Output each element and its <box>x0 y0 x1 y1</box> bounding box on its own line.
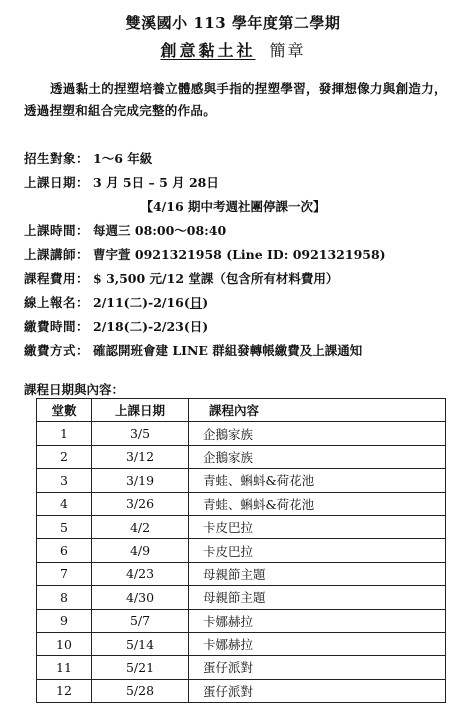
info-payment-method <box>24 341 362 359</box>
teacher-label: 上課講師： <box>24 247 90 262</box>
fee-value: $ 3,500 元/12 堂課（包含所有材料費用） <box>93 271 339 286</box>
info-target <box>24 149 152 167</box>
session-date-cell: 5/14 <box>92 632 189 655</box>
session-content-cell: 母親節主題 <box>189 586 446 609</box>
header-content: 課程內容 <box>189 399 446 422</box>
session-number-cell: 7 <box>37 562 92 585</box>
session-date-cell: 5/28 <box>92 679 189 702</box>
school-term-title: 雙溪國小 113 學年度第二學期 <box>125 14 341 32</box>
club-name: 創意黏土社 <box>160 41 256 60</box>
session-number-cell: 3 <box>37 469 92 492</box>
club-title <box>0 38 466 61</box>
session-date-cell: 5/21 <box>92 656 189 679</box>
schedule-title: 課程日期與內容： <box>24 382 125 397</box>
signup-label: 線上報名： <box>24 295 90 310</box>
info-teacher <box>24 245 386 263</box>
dates-label: 上課日期： <box>24 175 90 190</box>
payment-time-label: 繳費時間： <box>24 319 90 334</box>
session-number-cell: 8 <box>37 586 92 609</box>
table-row <box>37 422 446 445</box>
table-row <box>37 445 446 468</box>
session-number-cell: 2 <box>37 445 92 468</box>
table-row <box>37 609 446 632</box>
info-fee <box>24 269 338 287</box>
session-date-cell: 3/12 <box>92 445 189 468</box>
info-payment-time <box>24 317 208 335</box>
schedule-body <box>37 422 446 703</box>
session-content-cell: 青蛙、蝌蚪&荷花池 <box>189 492 446 515</box>
session-number-cell: 4 <box>37 492 92 515</box>
signup-value-suffix: ) <box>202 295 209 310</box>
signup-value-prefix: 2/11(二)-2/16( <box>93 295 190 310</box>
session-date-cell: 5/7 <box>92 609 189 632</box>
table-row <box>37 492 446 515</box>
session-content-cell: 母親節主題 <box>189 562 446 585</box>
table-row <box>37 679 446 702</box>
table-row <box>37 632 446 655</box>
session-date-cell: 4/23 <box>92 562 189 585</box>
info-signup <box>24 293 208 311</box>
table-row <box>37 656 446 679</box>
session-number-cell: 11 <box>37 656 92 679</box>
target-label: 招生對象： <box>24 151 90 166</box>
brief-label: 簡章 <box>269 41 306 60</box>
info-dates <box>24 173 219 191</box>
session-date-cell: 4/30 <box>92 586 189 609</box>
schedule-table <box>36 398 446 703</box>
session-number-cell: 6 <box>37 539 92 562</box>
session-content-cell: 企鵝家族 <box>189 422 446 445</box>
table-row <box>37 539 446 562</box>
session-date-cell: 4/9 <box>92 539 189 562</box>
table-row <box>37 515 446 538</box>
session-content-cell: 蛋仔派對 <box>189 679 446 702</box>
session-content-cell: 青蛙、蝌蚪&荷花池 <box>189 469 446 492</box>
time-value: 每週三 08:00～08:40 <box>93 223 227 238</box>
payment-method-label: 繳費方式： <box>24 343 90 358</box>
session-date-cell: 3/19 <box>92 469 189 492</box>
schedule-header-row <box>37 399 446 422</box>
session-number-cell: 12 <box>37 679 92 702</box>
intro-paragraph: 透過黏土的捏塑培養立體感與手指的捏塑學習，發揮想像力與創造力，透過捏塑和組合完成完整的作品。 <box>24 81 447 118</box>
payment-method-value: 確認開班會建 LINE 群組發轉帳繳費及上課通知 <box>93 343 363 358</box>
info-time <box>24 221 226 239</box>
header-date: 上課日期 <box>92 399 189 422</box>
session-date-cell: 4/2 <box>92 515 189 538</box>
payment-time-value: 2/18(二)-2/23(日) <box>93 319 209 334</box>
session-date-cell: 3/5 <box>92 422 189 445</box>
session-date-cell: 3/26 <box>92 492 189 515</box>
session-number-cell: 10 <box>37 632 92 655</box>
session-number-cell: 1 <box>37 422 92 445</box>
dates-value: 3 月 5日 – 5 月 28日 <box>93 175 219 190</box>
session-number-cell: 9 <box>37 609 92 632</box>
session-content-cell: 蛋仔派對 <box>189 656 446 679</box>
session-content-cell: 卡皮巴拉 <box>189 515 446 538</box>
time-label: 上課時間： <box>24 223 90 238</box>
signup-value-day: 日 <box>189 295 203 310</box>
signup-value <box>93 295 208 310</box>
teacher-value: 曹宇萱 0921321958 (Line ID: 0921321958) <box>93 247 386 262</box>
session-content-cell: 卡娜赫拉 <box>189 632 446 655</box>
session-number-cell: 5 <box>37 515 92 538</box>
fee-label: 課程費用： <box>24 271 90 286</box>
session-content-cell: 卡皮巴拉 <box>189 539 446 562</box>
table-row <box>37 562 446 585</box>
session-content-cell: 卡娜赫拉 <box>189 609 446 632</box>
table-row <box>37 469 446 492</box>
header-session: 堂數 <box>37 399 92 422</box>
table-row <box>37 586 446 609</box>
midterm-notice: 【4/16 期中考週社團停課一次】 <box>140 199 326 214</box>
session-content-cell: 企鵝家族 <box>189 445 446 468</box>
target-value: 1～6 年級 <box>93 151 153 166</box>
